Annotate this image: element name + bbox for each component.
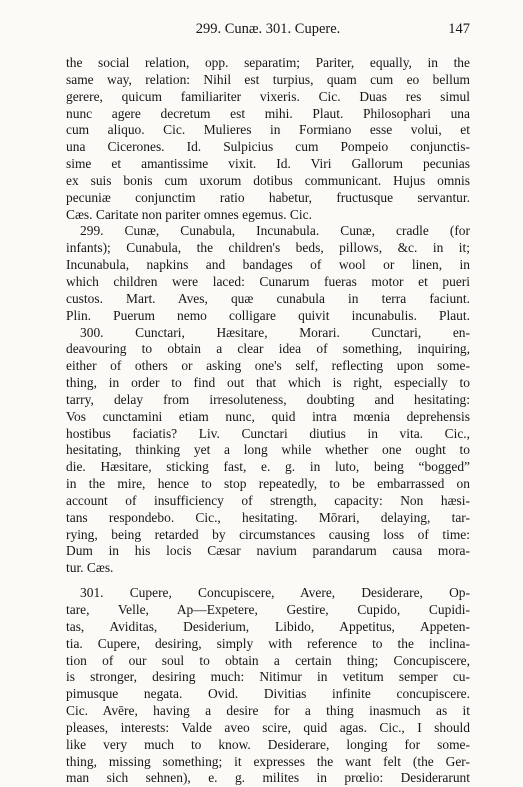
text-line: infants); Cunabula, the children's beds, pillows, &c. in it; xyxy=(66,240,470,256)
text-line: deavouring to obtain a clear idea of something, inquiring, xyxy=(66,341,470,357)
text-line: pimusque negata. Ovid. Divitias infinite concupiscere. xyxy=(66,686,470,702)
text-line: sime et amantissime vixit. Id. Viri Gallorum pecunias xyxy=(66,156,470,172)
running-header xyxy=(66,21,470,41)
text-line: Vos cunctamini etiam nunc, quid intra mœnia deprehensis xyxy=(66,408,470,424)
text-line: account of insufficiency of strength, capacity: Non hæsi- xyxy=(66,492,470,508)
text-line: pleases, interests: Valde aveo scire, quid agas. Cic., I should xyxy=(66,719,470,735)
text-line: ex suis bonis cum uxorum dotibus communicant. Hujus omnis xyxy=(66,172,470,188)
entry-heading-301: 301. Cupere, Concupiscere, Avere, Desiderare, Op- xyxy=(80,585,470,601)
text-line: nunc agere decretum est mihi. Plaut. Philosophari una xyxy=(66,105,470,121)
text-line: una Cicerones. Id. Sulpicius cum Pompeio conjunctis- xyxy=(66,139,470,155)
text-line: tare, Velle, Ap—Expetere, Gestire, Cupido, Cupidi- xyxy=(66,602,470,617)
entry-heading-300: 300. Cunctari, Hæsitare, Morari. Cunctari, en- xyxy=(80,324,470,340)
text-line: is stronger, desiring much: Nitimur in vetitum semper cu- xyxy=(66,669,470,685)
entry-heading-299: 299. Cunæ, Cunabula, Incunabula. Cunæ, cradle (for xyxy=(80,223,470,239)
text-line: cum aliquo. Cic. Mulieres in Formiano esse volui, et xyxy=(66,122,470,138)
text-line: hesitating, thinking yet a long while whether one ought to xyxy=(66,442,470,458)
text-line: tans respondebo. Cic., hesitating. Mōrari, delaying, tar- xyxy=(66,509,470,525)
text-line: Cæs. Caritate non pariter omnes egemus. Cic. xyxy=(66,206,312,222)
text-line: like very much to know. Desiderare, longing for some- xyxy=(66,736,470,752)
text-line: custos. Mart. Aves, quæ cunabula in terra faciunt. xyxy=(66,290,470,306)
text-line: Incunabula, napkins and bandages of wool or linen, in xyxy=(66,257,470,273)
text-line: the social relation, opp. separatim; Pariter, equally, in the xyxy=(66,55,470,70)
text-line: thing, in order to find out that which is right, especially to xyxy=(66,375,470,391)
text-line: thing, missing something; it expresses the want felt (the Ger- xyxy=(66,753,470,769)
text-line: gerere, quicum familiariter vixeris. Cic. Duas res simul xyxy=(66,88,470,104)
text-line: hostibus faciatis? Liv. Cunctari diutius in vita. Cic., xyxy=(66,425,470,441)
text-line: tarry, delay from irresoluteness, doubting and hesitating: xyxy=(66,391,470,407)
text-line: rying, being retarded by circumstances causing loss of time: xyxy=(66,526,470,542)
text-line: tur. Cæs. xyxy=(66,560,114,576)
text-line: tia. Cupere, desiring, simply with reference to the inclina- xyxy=(66,635,470,651)
text-line: Cic. Avēre, having a desire for a thing inasmuch as it xyxy=(66,703,470,719)
text-line: tion of our soul to obtain a certain thing; Concupiscere, xyxy=(66,652,470,668)
text-line: Plin. Puerum nemo colligare quivit incunabulis. Plaut. xyxy=(66,307,470,323)
text-line: same way, relation: Nihil est turpius, quam cum eo bellum xyxy=(66,71,470,87)
header-title: 299. Cunæ. 301. Cupere. xyxy=(195,21,341,37)
body-text xyxy=(66,55,470,787)
text-line: die. Hæsitare, sticking fast, e. g. in luto, being “bogged” xyxy=(66,459,470,475)
text-line: in the mire, hence to stop repeatedly, to be embarrassed on xyxy=(66,476,470,492)
text-line: either of others or asking one's self, reflecting upon some- xyxy=(66,358,470,374)
page-number: 147 xyxy=(448,21,470,37)
text-line: man sich sehnen), e. g. milites in prœlio: Desiderarunt xyxy=(66,770,470,786)
text-line: Dum in his locis Cæsar navium parandarum causa mora- xyxy=(66,543,470,559)
paragraph-gap xyxy=(66,577,470,585)
text-line: tas, Aviditas, Desiderium, Libido, Appetitus, Appeten- xyxy=(66,618,470,634)
text-line: which children were laced: Cunarum fueras motor et pueri xyxy=(66,273,470,289)
text-line: pecuniæ conjunctim ratio habetur, fructusque servantur. xyxy=(66,189,470,205)
